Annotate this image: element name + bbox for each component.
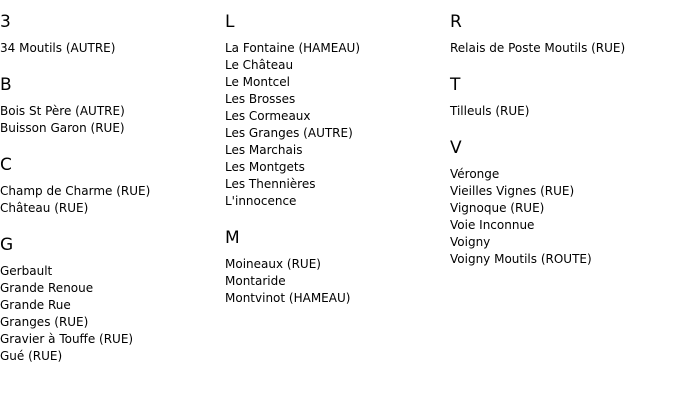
street-item[interactable]: Tilleuls (RUE) [450,104,530,118]
street-item[interactable]: Véronge [450,167,500,181]
street-item[interactable]: Gerbault [0,264,53,278]
street-item[interactable]: Les Thennières [225,177,316,191]
letter-heading: M [225,228,240,248]
letter-heading: 3 [0,12,11,32]
street-item[interactable]: L'innocence [225,194,297,208]
letter-group-3 [0,11,225,57]
letter-heading: G [0,235,14,255]
street-list [0,40,225,57]
street-item[interactable]: Granges (RUE) [0,315,89,329]
street-item[interactable]: Buisson Garon (RUE) [0,121,125,135]
street-index-column-2 [225,0,450,324]
street-item[interactable]: Les Montgets [225,160,305,174]
street-item[interactable]: Montaride [225,274,286,288]
street-item[interactable]: Gravier à Touffe (RUE) [0,332,134,346]
street-item[interactable]: Montvinot (HAMEAU) [225,291,351,305]
street-item[interactable]: Les Cormeaux [225,109,311,123]
street-item[interactable]: Vignoque (RUE) [450,201,545,215]
letter-heading: R [450,12,462,32]
street-item[interactable]: 34 Moutils (AUTRE) [0,41,116,55]
street-index-column-1 [0,0,225,382]
street-item[interactable]: Bois St Père (AUTRE) [0,104,125,118]
letter-group-c [0,154,225,217]
street-list [450,166,675,268]
street-list [225,40,450,210]
letter-group-r [450,11,675,57]
street-item[interactable]: Le Château [225,58,294,72]
letter-group-t [450,74,675,120]
street-item[interactable]: Les Granges (AUTRE) [225,126,353,140]
street-list [0,263,225,365]
street-item[interactable]: Voigny [450,235,491,249]
street-item[interactable]: Gué (RUE) [0,349,63,363]
letter-group-l [225,11,450,210]
street-item[interactable]: Moineaux (RUE) [225,257,321,271]
street-item[interactable]: Grande Rue [0,298,71,312]
street-list [450,40,675,57]
letter-group-g [0,234,225,365]
street-item[interactable]: Château (RUE) [0,201,89,215]
street-item[interactable]: Voigny Moutils (ROUTE) [450,252,592,266]
street-list [0,103,225,137]
street-list [0,183,225,217]
street-item[interactable]: Les Brosses [225,92,296,106]
street-item[interactable]: Champ de Charme (RUE) [0,184,151,198]
street-item[interactable]: Voie Inconnue [450,218,535,232]
street-index-column-3 [450,0,675,285]
street-item[interactable]: Grande Renoue [0,281,94,295]
letter-heading: C [0,155,12,175]
letter-group-b [0,74,225,137]
letter-group-v [450,137,675,268]
letter-group-m [225,227,450,307]
street-item[interactable]: La Fontaine (HAMEAU) [225,41,360,55]
letter-heading: B [0,75,12,95]
street-item[interactable]: Vieilles Vignes (RUE) [450,184,575,198]
street-list [450,103,675,120]
street-item[interactable]: Relais de Poste Moutils (RUE) [450,41,626,55]
letter-heading: L [225,12,235,32]
street-list [225,256,450,307]
street-item[interactable]: Les Marchais [225,143,303,157]
letter-heading: V [450,138,462,158]
letter-heading: T [450,75,461,95]
street-item[interactable]: Le Montcel [225,75,290,89]
